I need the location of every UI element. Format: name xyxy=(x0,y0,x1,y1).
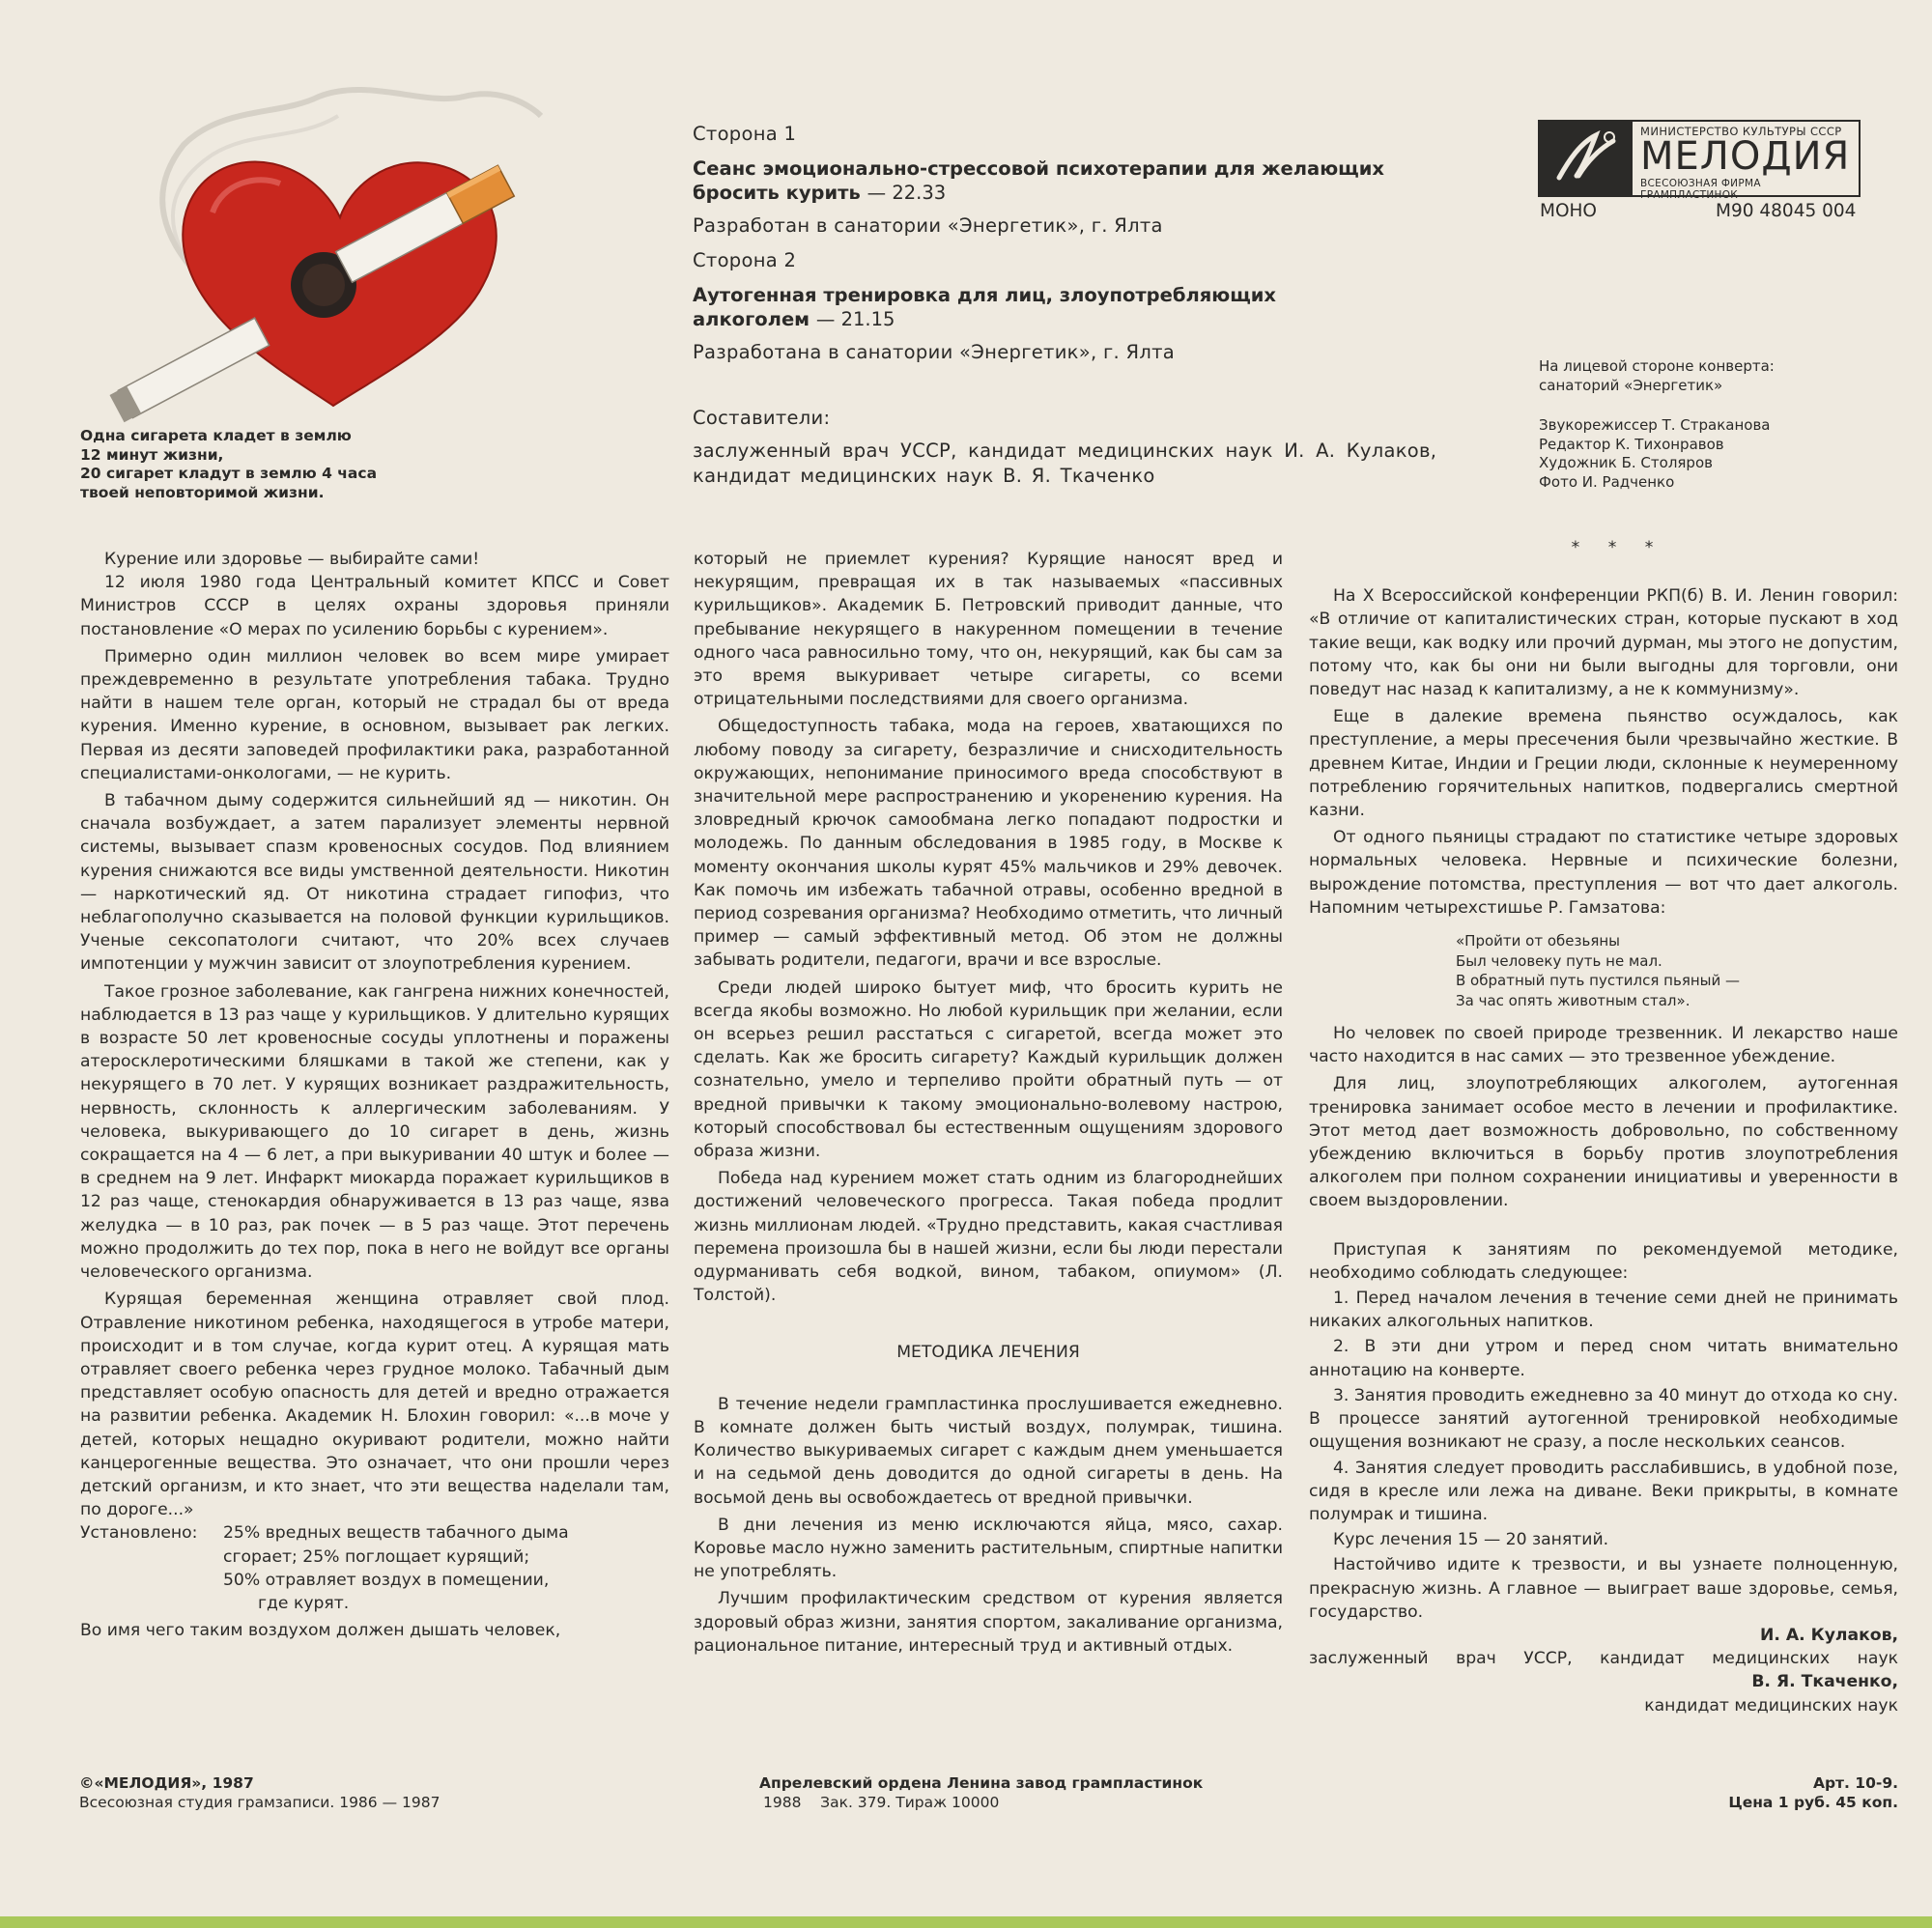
print-run: 1988 Зак. 379. Тираж 10000 xyxy=(763,1794,1000,1811)
col2-paragraph: Победа над курением может стать одним из благороднейших достижений человеческого прогресса. Такая победа продлит жизнь миллионам людей. «Трудно представить, какая счастливая перемена произошла бы в нашей жизни, если бы люди перестали одурманивать себя водкой, вином, табаком, опиумом» (Л. Толстой). xyxy=(694,1169,1283,1306)
established-block xyxy=(80,1521,669,1615)
stars-separator: * * * xyxy=(1571,538,1665,557)
col2-paragraph: Среди людей широко бытует миф, что бросить курить не всегда якобы возможно. Но любой курильщик при желании, если он всерьез решил расстаться с сигаретой, всегда может это сделать. Как же бросить сигарету? Каждый курильщик должен сознательно, умело и терпеливо пройти обратный путь — от вредной привычки к такому эмоционально-волевому настрою, который способствовал бы естественным ощущениям здорового образа жизни. xyxy=(694,978,1283,1162)
melodiya-emblem xyxy=(1540,122,1633,195)
footer-left xyxy=(79,1773,582,1812)
credit-line: Звукорежиссер Т. Страканова xyxy=(1539,416,1771,434)
col3-paragraph: Но человек по своей природе трезвенник. И лекарство наше часто находится в нас самих — это трезвенное убеждение. xyxy=(1309,1024,1898,1067)
caption-line: 20 сигарет кладут в землю 4 часа xyxy=(80,465,378,482)
heart-illustration xyxy=(77,77,580,425)
poem-line: За час опять животным стал». xyxy=(1456,991,1690,1009)
side2-duration: — 21.15 xyxy=(815,308,895,330)
side1-title-2: бросить курить xyxy=(693,182,861,204)
established-label: Установлено: xyxy=(80,1523,198,1544)
established-line: 25% вредных веществ табачного дыма xyxy=(223,1523,569,1544)
gamzatov-poem xyxy=(1456,931,1898,1010)
col3-rule: Курс лечения 15 — 20 занятий. xyxy=(1333,1530,1609,1550)
ministry-text: МИНИСТЕРСТВО КУЛЬТУРЫ СССР xyxy=(1640,125,1842,138)
catalog-number: М90 48045 004 xyxy=(1716,201,1857,221)
side1-label: Сторона 1 xyxy=(693,123,797,145)
signature-name: В. Я. Ткаченко, xyxy=(1751,1672,1898,1692)
col3-rule: Настойчиво идите к трезвости, и вы узнаете полноценную, прекрасную жизнь. А главное — выиграет ваше здоровье, семья, государство. xyxy=(1309,1555,1898,1622)
side2-title-2: алкоголем xyxy=(693,308,810,330)
signature-title: заслуженный врач УССР, кандидат медицинских наук xyxy=(1309,1649,1898,1669)
col2-paragraph: Общедоступность табака, мода на героев, хватающихся по любому поводу за сигарету, безразличие и снисходительность окружающих, непонимание приносимого вреда способствуют в значительной мере распространению и укоренению курения. На зловредный крючок самообмана легко попадают подростки и молодежь. По данным обследования в 1985 году, в Москве к моменту окончания школы курят 45% мальчиков и 29% девочек. Как помочь им избежать табачной отравы, особенно вредной в период созревания организма? Необходимо отметить, что личный пример — самый эффективный метод. Об этом не должны забывать родители, педагоги, врачи и все взрослые. xyxy=(694,717,1283,971)
col1-paragraph: Курение или здоровье — выбирайте сами! xyxy=(104,550,480,569)
price: Цена 1 руб. 45 коп. xyxy=(1728,1794,1898,1811)
side1-duration: — 22.33 xyxy=(867,182,947,204)
cover-note: санаторий «Энергетик» xyxy=(1539,376,1723,394)
plant: Апрелевский ордена Ленина завод грампластинок xyxy=(759,1774,1204,1792)
compilers-label: Составители: xyxy=(693,407,831,429)
side1-dev: Разработан в санатории «Энергетик», г. Ялта xyxy=(693,214,1163,237)
col1-paragraph: Примерно один миллион человек во всем мире умирает преждевременно в результате употребления табака. Трудно найти в нашем теле орган, который не страдал бы от вреда курения. Именно курение, в основном, вызывает рак легких. Первая из десяти заповедей профилактики рака, разработанной специалистами-онкологами, — не курить. xyxy=(80,646,669,783)
col2-method-paragraph: В дни лечения из меню исключаются яйца, мясо, сахар. Коровье масло нужно заменить растительным, спиртные напитки не употреблять. xyxy=(694,1515,1283,1582)
melodiya-logo xyxy=(1538,120,1861,201)
established-line: 50% отравляет воздух в помещении, xyxy=(223,1570,550,1590)
col1-paragraph: Курящая беременная женщина отравляет свой плод. Отравление никотином ребенка, находящегося в утробе матери, происходит и в том случае, когда курит отец. А курящая мать отравляет своего ребенка через грудное молоко. Табачный дым представляет особую опасность для детей и вредно отражается на развитии ребенка. Академик Н. Блохин говорил: «...в моче у детей, которых нещадно окуривают родители, можно найти канцерогенные вещества. Это означает, что они прошли через детский организм, и кто знает, что эти вещества наделали там, по дороге...» xyxy=(80,1290,669,1520)
signature-title: кандидат медицинских наук xyxy=(1644,1695,1898,1715)
article: Арт. 10-9. xyxy=(1812,1774,1898,1792)
col2-paragraph: который не приемлет курения? Курящие наносят вред и некурящим, превращая их в так называемых «пассивных курильщиков». Академик Б. Петровский приводит данные, что пребывание некурящего в накуренном помещении в течение одного часа равносильно тому, что он, некурящий, как бы сам за это время выкуривает четыре сигареты, со всеми отрицательными последствиями для своего организма. xyxy=(694,550,1283,710)
col3-rule: 2. В эти дни утром и перед сном читать внимательно аннотацию на конверте. xyxy=(1309,1337,1898,1380)
poem-line: Был человеку путь не мал. xyxy=(1456,951,1662,970)
credit-line: Художник Б. Столяров xyxy=(1539,454,1713,471)
col3-rule: 3. Занятия проводить ежедневно за 40 минут до отхода ко сну. В процессе занятий аутогенной тренировкой необходимые ощущения возникают не сразу, а после нескольких сеансов. xyxy=(1309,1385,1898,1453)
cover-note: На лицевой стороне конверта: xyxy=(1539,357,1775,375)
col1-last-line: Во имя чего таким воздухом должен дышать человек, xyxy=(80,1621,561,1641)
text-column-2 xyxy=(694,548,1283,1658)
credit-line: Фото И. Радченко xyxy=(1539,472,1675,491)
side2-title: Аутогенная тренировка для лиц, злоупотребляющих xyxy=(693,284,1277,306)
studio: Всесоюзная студия грамзаписи. 1986 — 1987 xyxy=(79,1794,440,1811)
method-heading: МЕТОДИКА ЛЕЧЕНИЯ xyxy=(896,1342,1080,1362)
melodiya-name: МЕЛОДИЯ xyxy=(1640,134,1851,179)
caption-line: Одна сигарета кладет в землю xyxy=(80,427,352,444)
col3-paragraph: Еще в далекие времена пьянство осуждалось, как преступление, а меры пресечения были чрезвычайно жесткие. В древнем Китае, Индии и Греции люди, склонные к неумеренному потреблению горячительных напитков, подвергались смертной казни. xyxy=(1309,707,1898,821)
poem-line: «Пройти от обезьяны xyxy=(1456,932,1620,950)
text-column-1 xyxy=(80,548,669,1642)
signature-name: И. А. Кулаков, xyxy=(1759,1625,1898,1645)
footer-center xyxy=(759,1773,1300,1812)
heart-caption xyxy=(80,427,486,502)
firm-text: ВСЕСОЮЗНАЯ ФИРМА ГРАМПЛАСТИНОК xyxy=(1640,178,1761,201)
col1-paragraph: В табачном дыму содержится сильнейший яд — никотин. Он сначала возбуждает, а затем парализует элементы нервной системы, вызывает спазм кровеносных сосудов. Под влиянием курения снижаются все виды умственной деятельности. Никотин — наркотический яд. От никотина страдает гипофиз, что неблагополучно сказывается на половой функции курильщиков. Ученые сексопатологи считают, что 20% всех случаев импотенции у мужчин зависит от злоупотребления курением. xyxy=(80,791,669,975)
text-column-3 xyxy=(1309,536,1898,1717)
side2-dev: Разработана в санатории «Энергетик», г. Ялта xyxy=(693,341,1176,363)
established-line: где курят. xyxy=(258,1593,350,1613)
col3-paragraph: На X Всероссийской конференции РКП(б) В. И. Ленин говорил: «В отличие от капиталистических стран, которые пускают в ход такие вещи, как водку или прочий дурман, мы этого не допустим, потому что, как бы они ни были выгодны для торговли, они поведут нас назад к капитализму, а не к коммунизму». xyxy=(1309,586,1898,700)
footer-right xyxy=(1584,1773,1898,1812)
side2-label: Сторона 2 xyxy=(693,249,797,271)
col1-paragraph: Такое грозное заболевание, как гангрена нижних конечностей, наблюдается в 13 раз чаще у курильщиков. У длительно курящих в возрасте 50 лет кровеносные сосуды уплотнены и поражены атеросклеротическими бляшками в такой же степени, как у некурящего в 70 лет. У курящих возникает раздражительность, нервность, склонность к аллергическим заболеваниям. У человека, выкуривающего до 10 сигарет в день, жизнь сокращается на 4 — 6 лет, а при выкуривании 40 штук и более — в среднем на 9 лет. Инфаркт миокарда поражает курильщиков в 12 раз чаще, стенокардия обнаруживается в 13 раз чаще, язва желудка — в 10 раз, рак почек — в 5 раз чаще. Этот перечень можно продолжить до тех пор, пока в него не войдут все органы человеческого организма. xyxy=(80,981,669,1283)
col3-rule: Приступая к занятиям по рекомендуемой методике, необходимо соблюдать следующее: xyxy=(1309,1239,1898,1283)
col3-paragraph: Для лиц, злоупотребляющих алкоголем, аутогенная тренировка занимает особое место в лечении и профилактике. Этот метод дает возможность добровольно, по собственному убеждению включиться в борьбу против злоупотребления алкоголем при полном сохранении инициативы и уверенности в своем выздоровлении. xyxy=(1309,1074,1898,1211)
poem-line: В обратный путь пустился пьяный — xyxy=(1456,972,1741,990)
compilers-line: заслуженный врач УССР, кандидат медицинских наук И. А. Кулаков, xyxy=(693,439,1437,462)
col1-paragraph: 12 июля 1980 года Центральный комитет КПСС и Совет Министров СССР в целях охраны здоровья приняли постановление «О мерах по усилению борьбы с курением». xyxy=(80,573,669,639)
format-mono: МОНО xyxy=(1540,201,1597,221)
col3-rule: 1. Перед началом лечения в течение семи дней не принимать никаких алкогольных напитков. xyxy=(1309,1289,1898,1332)
established-line: сгорает; 25% поглощает курящий; xyxy=(223,1546,530,1567)
col3-rule: 4. Занятия следует проводить расслабившись, в удобной позе, сидя в кресле или лежа на диване. Веки прикрыты, в комнате полумрак и тишина. xyxy=(1309,1458,1898,1524)
col3-paragraph: От одного пьяницы страдают по статистике четыре здоровых нормальных человека. Нервные и психические болезни, вырождение потомства, преступления — вот что дает алкоголь. Напомним четырехстишье Р. Гамзатова: xyxy=(1309,828,1898,918)
copyright: ©«МЕЛОДИЯ», 1987 xyxy=(79,1774,254,1792)
col2-method-paragraph: В течение недели грампластинка прослушивается ежедневно. В комнате должен быть чистый воздух, полумрак, тишина. Количество выкуриваемых сигарет с каждым днем уменьшается и на седьмой день доводится до одной сигареты в день. На восьмой день вы освобождаетесь от вредной привычки. xyxy=(694,1394,1283,1508)
caption-line: 12 минут жизни, xyxy=(80,445,224,464)
compilers-line: кандидат медицинских наук В. Я. Ткаченко xyxy=(693,465,1155,487)
credits-block xyxy=(1539,357,1906,492)
bottom-edge-strip xyxy=(0,1916,1932,1928)
caption-line: твоей неповторимой жизни. xyxy=(80,483,325,501)
program-block xyxy=(693,122,1465,489)
side1-title: Сеанс эмоционально-стрессовой психотерапии для желающих xyxy=(693,157,1384,180)
credit-line: Редактор К. Тихонравов xyxy=(1539,435,1724,453)
col2-method-paragraph: Лучшим профилактическим средством от курения является здоровый образ жизни, занятия спортом, закаливание организма, рациональное питание, интересный труд и активный отдых. xyxy=(694,1589,1283,1656)
